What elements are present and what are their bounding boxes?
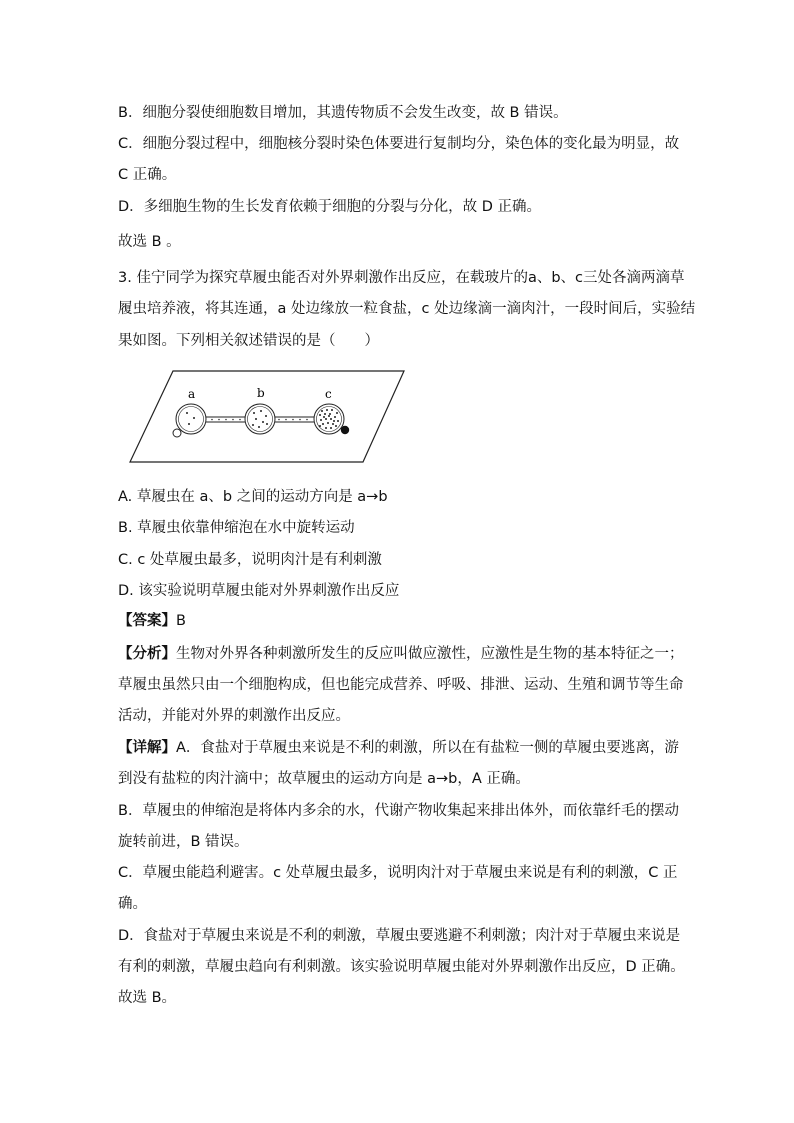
detail-text: A．食盐对于草履虫来说是不利的刺激，所以在有盐粒一侧的草履虫要逃离，游 (176, 740, 679, 756)
analysis-tag: 【分析】 (118, 646, 176, 662)
detail-text: D．食盐对于草履虫来说是不利的刺激，草履虫要逃避不利刺激；肉汁对于草履虫来说是 (118, 928, 681, 944)
text-line: B．细胞分裂使细胞数目增加，其遗传物质不会发生改变，故 B 错误。 (118, 105, 568, 121)
option-a: A. 草履虫在 a、b 之间的运动方向是 a→b (118, 489, 388, 505)
label-a: a (188, 387, 196, 401)
detail-text: B．草履虫的伸缩泡是将体内多余的水，代谢产物收集起来排出体外，而依靠纤毛的摆动 (118, 803, 679, 819)
detail-tag: 【详解】 (118, 740, 176, 756)
meat-juice-drop (341, 426, 349, 434)
slide-diagram (128, 366, 408, 466)
answer-line (118, 611, 186, 631)
label-c: c (325, 387, 332, 401)
analysis-text: 活动，并能对外界的刺激作出反应。 (118, 708, 350, 724)
detail-text: 有利的刺激，草履虫趋向有利刺激。该实验说明草履虫能对外界刺激作出反应，D 正确。 (118, 959, 685, 975)
question-stem-line: 履虫培养液，将其连通，a 处边缘放一粒食盐，c 处边缘滴一滴肉汁，一段时间后，实验结 (118, 301, 696, 317)
detail-text: 到没有盐粒的肉汁滴中；故草履虫的运动方向是 a→b，A 正确。 (118, 771, 530, 787)
salt-grain (173, 429, 181, 437)
analysis-text: 生物对外界各种刺激所发生的反应叫做应激性，应激性是生物的基本特征之一； (176, 646, 684, 662)
answer-value: B (176, 613, 186, 629)
drop-a (176, 404, 206, 434)
text-line: D．多细胞生物的生长发育依赖于细胞的分裂与分化，故 D 正确。 (118, 199, 542, 215)
option-b: B. 草履虫依靠伸缩泡在水中旋转运动 (118, 520, 355, 536)
detail-text: 故选 B。 (118, 990, 177, 1006)
drop-c (314, 404, 344, 434)
option-d: D. 该实验说明草履虫能对外界刺激作出反应 (118, 583, 400, 599)
text-line: 故选 B 。 (118, 234, 181, 250)
question-stem-line: 3. 佳宁同学为探究草履虫能否对外界刺激作出反应，在载玻片的a、b、c三处各滴两滴草 (118, 270, 685, 286)
option-c: C. c 处草履虫最多，说明肉汁是有利刺激 (118, 552, 382, 568)
answer-tag: 【答案】 (118, 613, 176, 629)
analysis-text: 草履虫虽然只由一个细胞构成，但也能完成营养、呼吸、排泄、运动、生殖和调节等生命 (118, 677, 684, 693)
label-b: b (257, 386, 265, 400)
text-line: C 正确。 (118, 167, 177, 183)
detail-text: 确。 (118, 896, 147, 912)
detail-text: C．草履虫能趋利避害。c 处草履虫最多，说明肉汁对于草履虫来说是有利的刺激，C 正 (118, 865, 678, 881)
drop-b (245, 404, 275, 434)
detail-text: 旋转前进，B 错误。 (118, 834, 249, 850)
text-line: C．细胞分裂过程中，细胞核分裂时染色体要进行复制均分，染色体的变化最为明显，故 (118, 136, 680, 152)
question-stem-line: 果如图。下列相关叙述错误的是（ ） (118, 333, 379, 349)
